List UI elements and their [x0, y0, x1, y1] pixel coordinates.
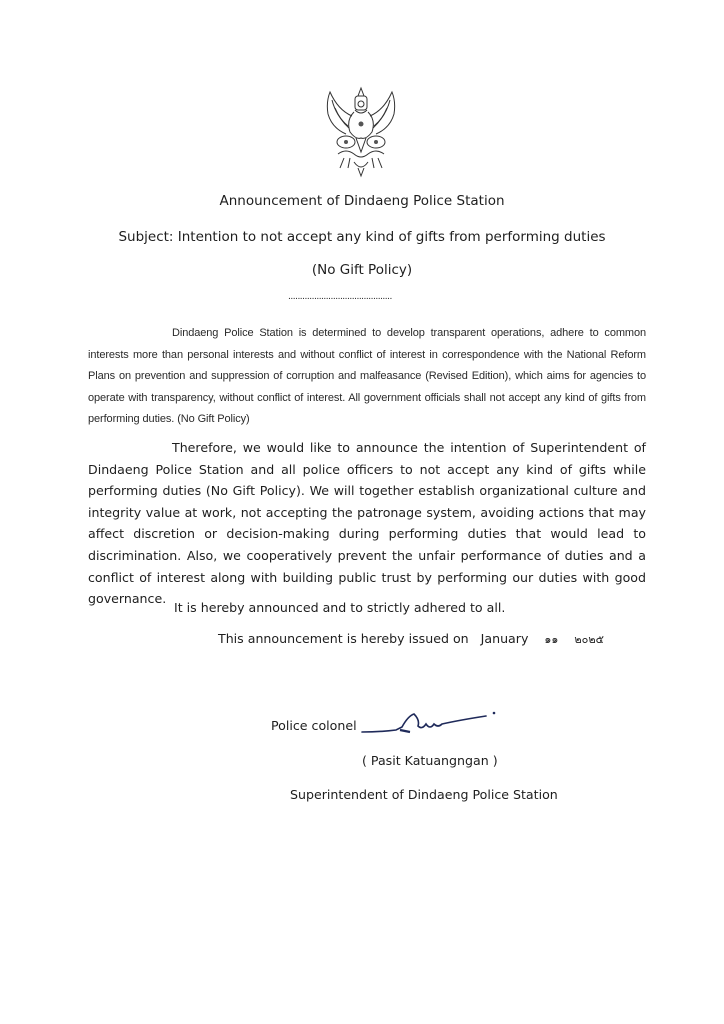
- document-title: Announcement of Dindaeng Police Station: [219, 193, 505, 209]
- signatory-rank: Police colonel: [271, 718, 357, 733]
- garuda-emblem-icon: [316, 80, 406, 180]
- paragraph-2: Therefore, we would like to announce the intention of Superintendent of Dindaeng Police Station and all police officers to not accept any kind of gifts while performing duties (No Gift Policy). We will together establish organizational culture and integrity value at work, not accepting the patronage system, avoiding actions that may affect discretion or decision-making during performing duties that would lead to discrimination. Also, we cooperatively prevent the unfair performance of duties and a conflict of interest along with building public trust by performing our duties with good governance.: [88, 440, 646, 607]
- signatory-name: ( Pasit Katuangngan ): [362, 753, 498, 768]
- issued-year: ๒๐๒๕: [574, 633, 604, 646]
- issued-text: This announcement is hereby issued on: [218, 631, 469, 646]
- signatory-position: Superintendent of Dindaeng Police Station: [290, 787, 558, 802]
- document-subject: Subject: Intention to not accept any kind of gifts from performing duties: [118, 229, 606, 245]
- separator-dots: ............................................: [288, 292, 392, 302]
- issued-date-line: [218, 630, 604, 648]
- issued-month: January: [480, 631, 529, 646]
- closing-statement: It is hereby announced and to strictly adhered to all.: [174, 600, 506, 615]
- paragraph-1: Dindaeng Police Station is determined to develop transparent operations, adhere to common interests more than personal interests and without conflict of interest in correspondence with the National Reform Plans on prevention and suppression of corruption and malfeasance (Revised Edition), which aims for agencies to operate with transparency, without conflict of interest. All government officials shall not accept any kind of gifts from performing duties. (No Gift Policy): [88, 327, 646, 425]
- document-subtitle: (No Gift Policy): [311, 262, 413, 278]
- handwritten-signature-icon: [360, 710, 500, 740]
- issued-day: ๑๑: [544, 633, 559, 646]
